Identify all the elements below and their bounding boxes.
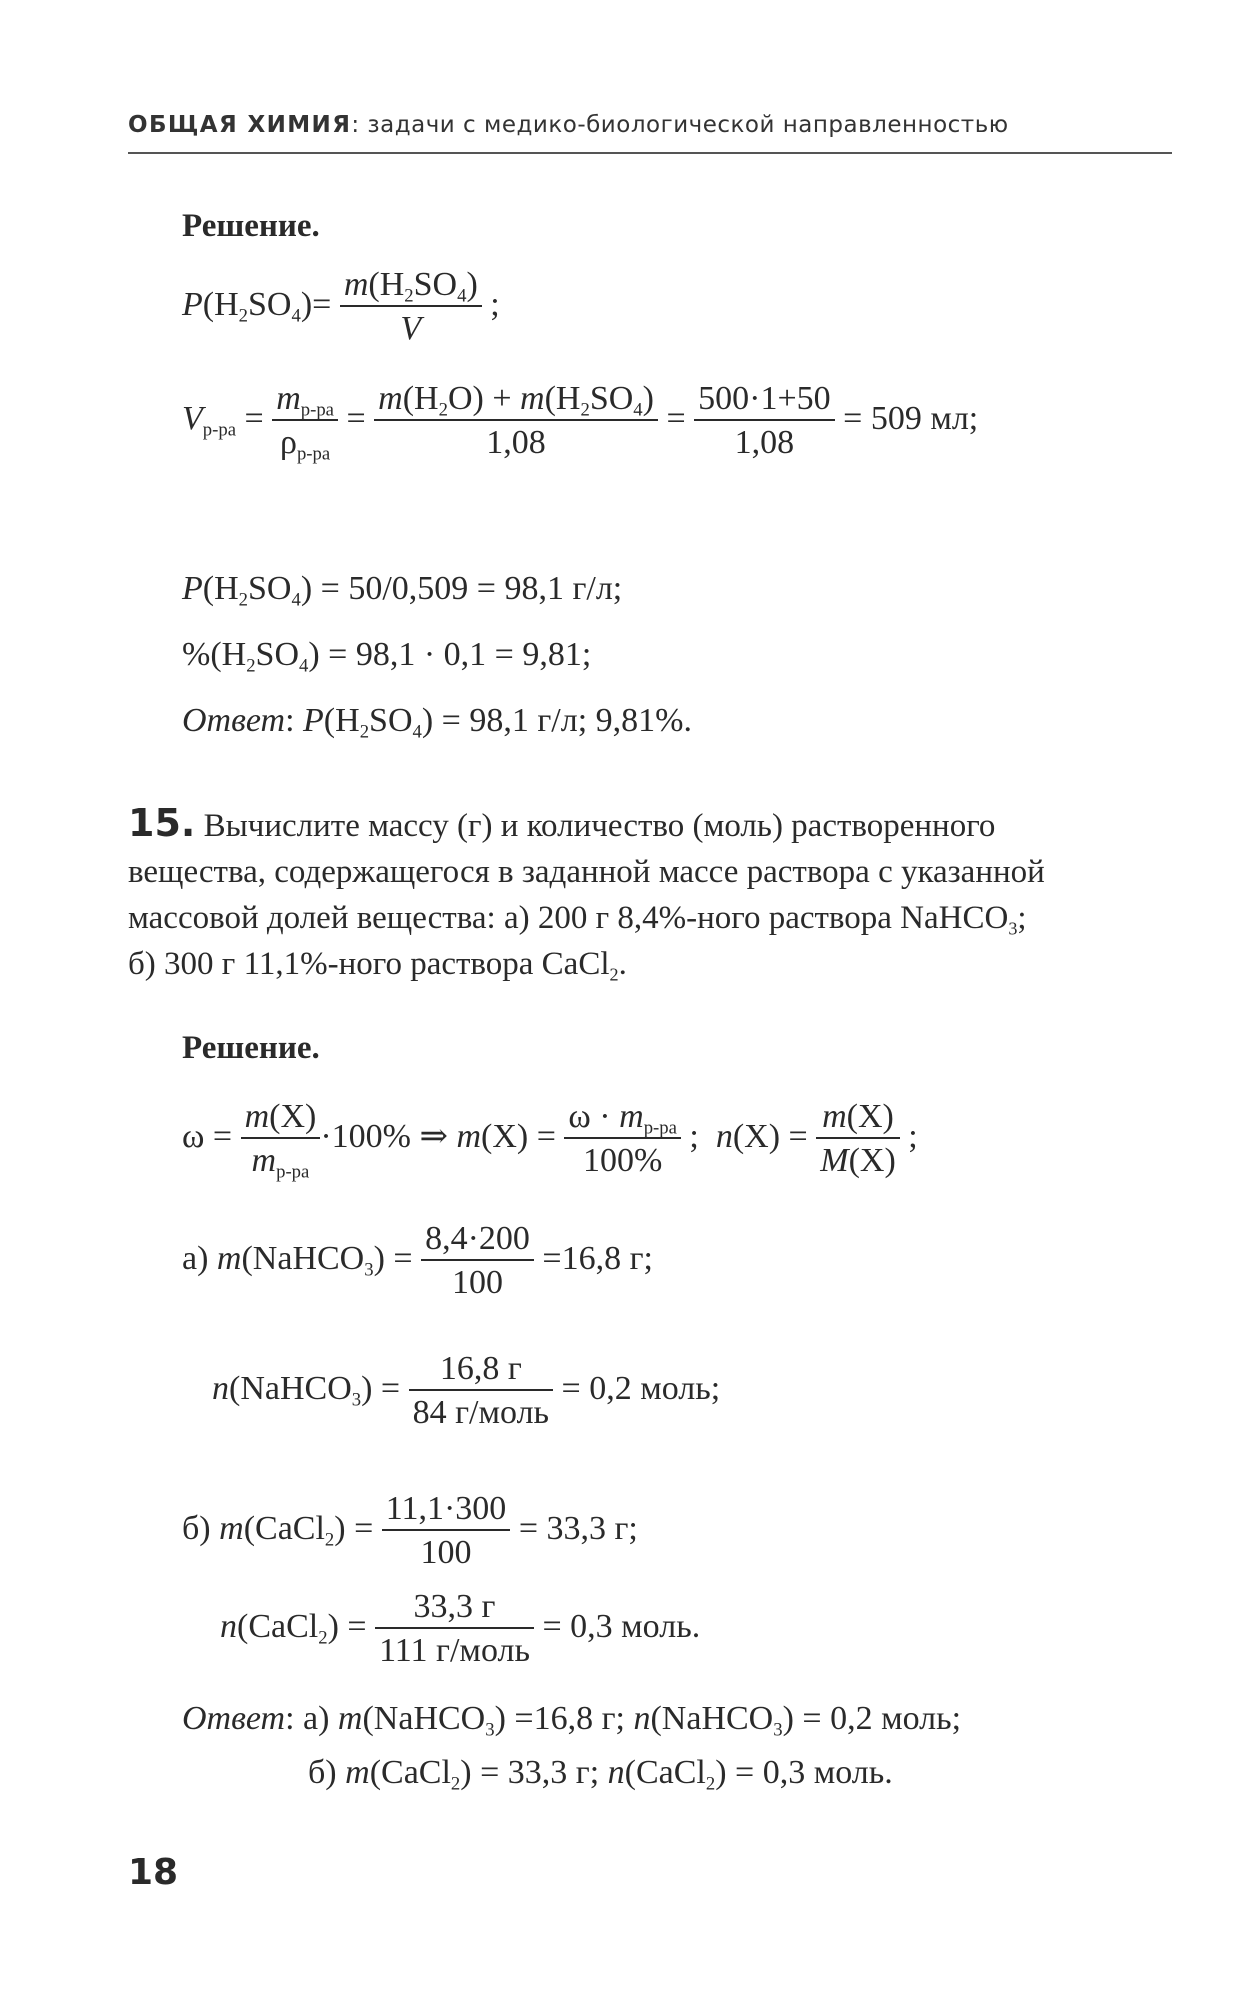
answer-2a: Ответ: а) m(NaHCO$_3$) =16,8 г; n(NaHCO$_3$) = 0,2 моль; <box>182 1700 962 1741</box>
answer-1: Ответ: $P(H_2SO_4) = 98,1$ г/л; 9,81%. <box>182 702 692 743</box>
percent-value: ) = 98,1 · 0,1 = 9,81; <box>308 636 592 673</box>
a-moles-denominator: 84 г/моль <box>412 1394 550 1431</box>
answer-label: Ответ <box>182 702 286 739</box>
b-mass-numerator: 11,1·300 <box>385 1490 507 1527</box>
denominator-100: 100 <box>452 1264 503 1301</box>
equation-b-moles: n(CaCl$_2$) = $\frac{33,3 г}{\text{111 г/моль}}$ = 0,3 моль. <box>220 1588 701 1669</box>
problem-line-4: б) 300 г 11,1%-ного раствора CaCl <box>128 946 610 982</box>
a-mass-numerator: 8,4·200 <box>425 1220 530 1257</box>
header-title-bold: ОБЩАЯ ХИМИЯ <box>128 112 352 138</box>
running-header <box>128 112 1170 138</box>
header-title-rest: : задачи с медико-биологической направленностью <box>351 112 1009 138</box>
answer-2b-moles: ) = 0,3 моль. <box>715 1754 893 1791</box>
solution-heading-2: Решение. <box>182 1030 320 1066</box>
problem-15: 15. Вычислите массу (г) и количество (моль) растворенного вещества, содержащегося в заданной массе раствора с указанной массовой долей вещества: а) 200 г 8,4%-ного раствора NaHCO$_3$; б) 300 г 11,1%-ного раствора CaCl$_2$. <box>128 800 1172 987</box>
equation-volume: $V_{р-ра}$ = $\frac{m_{р-ра}}{\rho_{р-ра}}$ = $\frac{m(H_2O) + m(H_2SO_4)}{1,08}$ = $\frac{500\cdot 1+50}{1,08}$ = 509 мл; <box>182 380 979 465</box>
a-moles-result: = 0,2 моль; <box>561 1369 721 1407</box>
answer-2b-mass: ) = 33,3 г; <box>460 1754 608 1791</box>
answer-2b: б) m(CaCl$_2$) = 33,3 г; n(CaCl$_2$) = 0,3 моль. <box>308 1754 893 1795</box>
b-mass-result: = 33,3 г; <box>518 1509 638 1547</box>
p-result-value: ) = 50/0,509 = 98,1 г/л; <box>300 570 623 607</box>
answer-2a-mass: ) =16,8 г; <box>494 1700 634 1737</box>
page-number: 18 <box>128 1852 179 1893</box>
solution-heading-1: Решение. <box>182 208 320 244</box>
subscript-rr: р-ра <box>276 1161 310 1183</box>
b-moles-numerator: 33,3 г <box>413 1588 496 1625</box>
b-moles-denominator: 111 г/моль <box>379 1632 530 1669</box>
equation-p-result: $P(H_2SO_4) = 50/0,509 = 98,1$ г/л; <box>182 570 623 611</box>
subscript-rr: р-ра <box>202 419 236 441</box>
problem-line-1: Вычислите массу (г) и количество (моль) растворенного <box>203 808 996 844</box>
denominator-100pct: 100% <box>583 1142 663 1179</box>
equation-a-mass: а) m(NaHCO$_3$) = $\frac{8,4\cdot 200}{100}$ =16,8 г; <box>182 1220 653 1301</box>
denominator-108: 1,08 <box>486 424 546 461</box>
times-100pct: ·100% <box>320 1117 411 1155</box>
a-moles-numerator: 16,8 г <box>439 1350 522 1387</box>
problem-line-3: массовой долей вещества: а) 200 г 8,4%-ного раствора NaHCO <box>128 900 1009 936</box>
subscript-rr: р-ра <box>300 399 334 421</box>
b-moles-result: = 0,3 моль. <box>542 1607 701 1645</box>
equation-percent: $\%(H_2SO_4) = 98,1 \cdot 0,1 = 9,81$; <box>182 636 592 677</box>
equation-p-definition: $P(H_2SO_4)=$ $\frac{m(H_2SO_4)}{V}$ ; <box>182 266 500 347</box>
answer-1-value: ) = 98,1 г/л; 9,81%. <box>421 702 692 739</box>
answer-2a-moles: ) = 0,2 моль; <box>782 1700 962 1737</box>
problem-line-2: вещества, содержащегося в заданной массе раствора с указанной <box>128 854 1045 890</box>
equation-a-moles: n(NaHCO$_3$) = $\frac{16,8 г}{\text{84 г/моль}}$ = 0,2 моль; <box>212 1350 721 1431</box>
subscript-rr: р-ра <box>296 443 331 465</box>
problem-number: 15. <box>128 801 196 845</box>
equation-b-mass: б) m(CaCl$_2$) = $\frac{11,1\cdot 300}{100}$ = 33,3 г; <box>182 1490 638 1571</box>
denominator-100: 100 <box>420 1534 472 1571</box>
answer-label: Ответ <box>182 1700 286 1737</box>
numerator-500: 500·1+50 <box>698 380 831 417</box>
header-rule <box>128 152 1172 154</box>
volume-result: = 509 мл; <box>843 399 979 437</box>
denominator-108: 1,08 <box>734 424 795 461</box>
a-mass-result: =16,8 г; <box>542 1239 653 1277</box>
subscript-rr: р-ра <box>643 1117 677 1139</box>
equation-general-formula: ω = $\frac{m(X)}{m_{р-ра}}$ ·100% ⇒ m(X) = $\frac{\omega \cdot m_{р-ра}}{100\%}$ ; n(X) = $\frac{m(X)}{M(X)}$ ; <box>182 1098 918 1183</box>
